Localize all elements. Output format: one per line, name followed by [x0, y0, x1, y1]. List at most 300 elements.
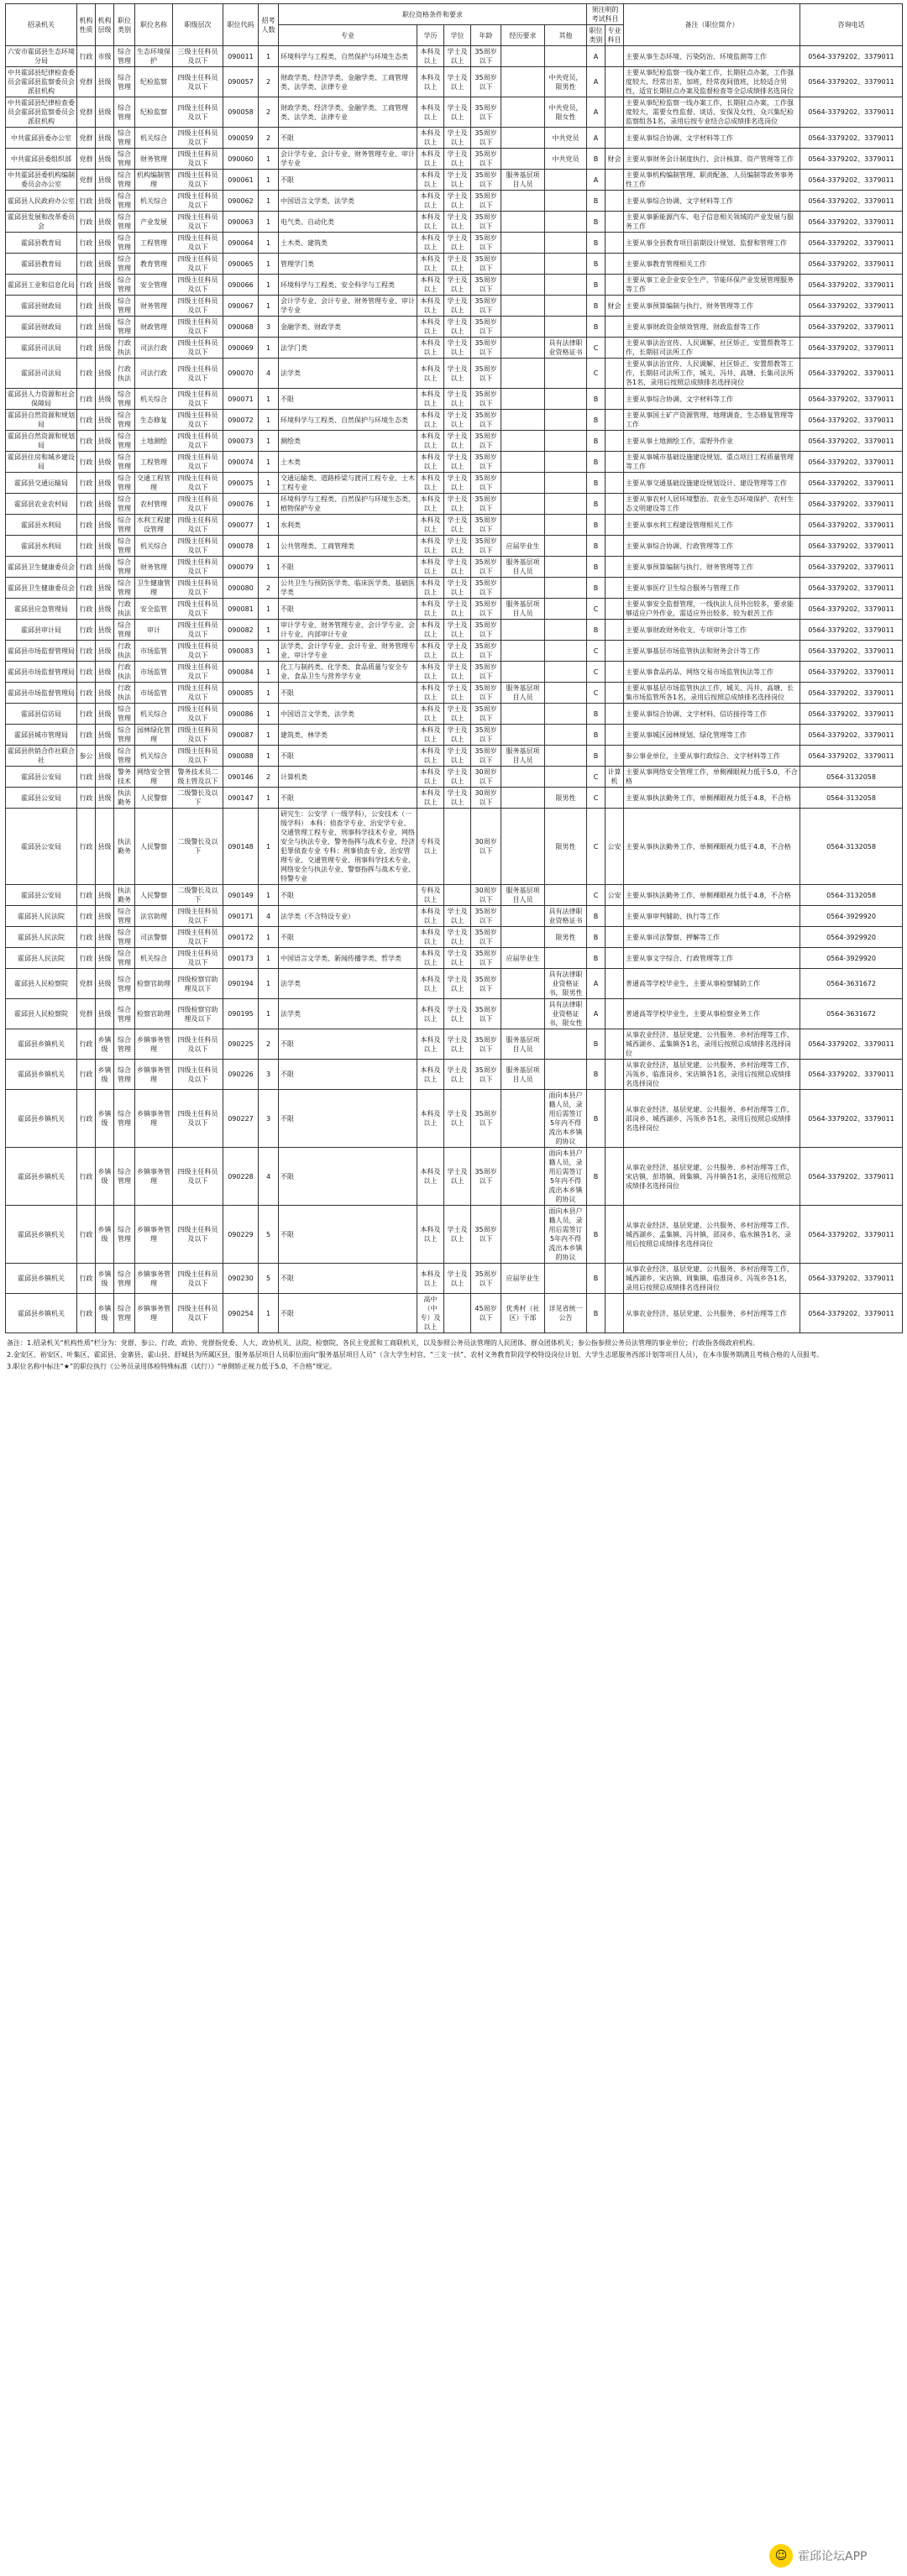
table-cell: [606, 389, 624, 410]
table-cell: 霍邱县应急管理局: [6, 599, 77, 620]
table-cell: 0564-3379202、3379011: [800, 46, 903, 67]
table-cell: 不限: [279, 683, 417, 704]
table-cell: 0564-3929920: [800, 948, 903, 969]
table-cell: 机关综合: [135, 536, 173, 557]
table-cell: 限男性: [545, 927, 587, 948]
table-cell: [501, 452, 545, 473]
table-cell: 参公: [77, 746, 96, 767]
table-cell: 机关综合: [135, 128, 173, 149]
table-row: [6, 389, 903, 410]
table-cell: A: [587, 128, 606, 149]
table-cell: [501, 906, 545, 927]
table-cell: 警务技术员二级主管及以下: [173, 767, 223, 788]
table-cell: [501, 233, 545, 254]
table-cell: 服务基层项目人员: [501, 170, 545, 191]
table-cell: 30周岁以下: [471, 885, 501, 906]
table-row: [6, 191, 903, 212]
table-cell: 0564-3132058: [800, 788, 903, 809]
table-cell: [444, 1294, 471, 1333]
table-cell: 1: [259, 473, 279, 494]
table-row: [6, 494, 903, 515]
table-cell: 纪检监察: [135, 67, 173, 97]
table-cell: 0564-3379202、3379011: [800, 1148, 903, 1206]
header-level: 机构层级: [96, 4, 114, 46]
table-cell: 面向本县户籍人员，录用后需签订5年内不得流出本乡镇的协议: [545, 1148, 587, 1206]
table-cell: 综合管理: [114, 1029, 135, 1060]
table-cell: 090226: [223, 1060, 259, 1090]
table-cell: 乡镇事务管理: [135, 1148, 173, 1206]
table-cell: 主要从事司法警察、押解等工作: [624, 927, 800, 948]
table-cell: [501, 999, 545, 1029]
table-cell: 35周岁以下: [471, 557, 501, 578]
table-cell: [545, 389, 587, 410]
table-cell: 0564-3379202、3379011: [800, 389, 903, 410]
table-cell: [501, 389, 545, 410]
table-cell: 从事农业经济、基层党建、公共服务、乡村治理等工作，城西湖乡、孟集镇、冯井镇、邵岗乡、临水镇各1名，录用后按照总成绩排名选择岗位: [624, 1206, 800, 1264]
table-cell: 执法勤务: [114, 788, 135, 809]
table-cell: 学士及以上: [444, 254, 471, 275]
table-cell: 090070: [223, 359, 259, 389]
table-cell: [606, 452, 624, 473]
table-cell: 主要从事执法勤务工作，单侧裸眼视力低于4.8，不合格: [624, 885, 800, 906]
table-cell: 县级: [96, 452, 114, 473]
table-cell: 行政: [77, 1060, 96, 1090]
table-cell: 35周岁以下: [471, 254, 501, 275]
table-cell: 综合管理: [114, 97, 135, 128]
table-cell: [545, 494, 587, 515]
table-cell: 县级: [96, 999, 114, 1029]
table-cell: 行政: [77, 767, 96, 788]
table-cell: 3: [259, 1060, 279, 1090]
table-cell: 090073: [223, 431, 259, 452]
table-body: [6, 46, 903, 1333]
table-cell: 县级: [96, 704, 114, 725]
table-cell: [606, 254, 624, 275]
table-cell: 面向本县户籍人员，录用后需签订5年内不得流出本乡镇的协议: [545, 1206, 587, 1264]
table-cell: 霍邱县乡镇机关: [6, 1090, 77, 1148]
table-cell: 县级: [96, 788, 114, 809]
table-cell: 工程管理: [135, 452, 173, 473]
table-cell: [545, 620, 587, 641]
table-cell: 县级: [96, 536, 114, 557]
table-cell: 县级: [96, 149, 114, 170]
table-cell: 本科及以上: [417, 338, 444, 359]
table-cell: B: [587, 191, 606, 212]
table-cell: [606, 97, 624, 128]
table-cell: 四级检察官助理及以下: [173, 999, 223, 1029]
table-cell: 霍邱县交通运输局: [6, 473, 77, 494]
table-cell: 霍邱县教育局: [6, 233, 77, 254]
table-cell: 县级: [96, 641, 114, 662]
table-cell: 综合管理: [114, 170, 135, 191]
table-cell: 4: [259, 1148, 279, 1206]
header-code: 职位代码: [223, 4, 259, 46]
table-row: [6, 578, 903, 599]
table-cell: 090171: [223, 906, 259, 927]
table-cell: 机关综合: [135, 704, 173, 725]
table-cell: 35周岁以下: [471, 906, 501, 927]
table-cell: [501, 809, 545, 885]
table-cell: B: [587, 317, 606, 338]
table-cell: B: [587, 725, 606, 746]
header-unit: 招录机关: [6, 4, 77, 46]
table-cell: 县级: [96, 927, 114, 948]
table-cell: 霍邱县教育局: [6, 254, 77, 275]
table-cell: 主要从事全县教育项目前期设计规划、监督和管理工作: [624, 233, 800, 254]
table-cell: [545, 254, 587, 275]
table-cell: 乡镇级: [96, 1090, 114, 1148]
table-row: [6, 767, 903, 788]
table-cell: B: [587, 1060, 606, 1090]
table-cell: 四级主任科员及以下: [173, 599, 223, 620]
table-cell: 乡镇事务管理: [135, 1206, 173, 1264]
table-cell: 090076: [223, 494, 259, 515]
table-cell: 35周岁以下: [471, 233, 501, 254]
table-cell: [545, 233, 587, 254]
table-cell: 霍邱县公安局: [6, 767, 77, 788]
table-cell: [545, 515, 587, 536]
table-cell: [545, 275, 587, 296]
table-cell: 090148: [223, 809, 259, 885]
table-cell: 本科及以上: [417, 233, 444, 254]
table-cell: [545, 948, 587, 969]
table-cell: 090147: [223, 788, 259, 809]
header-count: 招考人数: [259, 4, 279, 46]
table-row: [6, 641, 903, 662]
table-cell: [501, 515, 545, 536]
table-cell: 综合管理: [114, 1060, 135, 1090]
table-row: [6, 1264, 903, 1294]
table-cell: 0564-3379202、3379011: [800, 296, 903, 317]
table-cell: 090074: [223, 452, 259, 473]
header-post-name: 职位名称: [135, 4, 173, 46]
table-cell: 行政: [77, 662, 96, 683]
table-cell: 0564-3379202、3379011: [800, 662, 903, 683]
table-cell: B: [587, 452, 606, 473]
table-cell: [501, 431, 545, 452]
table-cell: 普通高等学校毕业生，主要从事检察辅助工作: [624, 969, 800, 999]
table-cell: [606, 536, 624, 557]
table-cell: B: [587, 149, 606, 170]
table-cell: 财务管理: [135, 296, 173, 317]
table-row: [6, 67, 903, 97]
table-cell: 35周岁以下: [471, 1264, 501, 1294]
table-row: [6, 662, 903, 683]
table-cell: C: [587, 599, 606, 620]
table-cell: 主要从事综合协调、行政管理等工作: [624, 536, 800, 557]
table-cell: [606, 212, 624, 233]
table-cell: 中共党员: [545, 149, 587, 170]
table-cell: 四级主任科员及以下: [173, 746, 223, 767]
table-cell: 学士及以上: [444, 296, 471, 317]
table-cell: 不限: [279, 788, 417, 809]
table-cell: 行政: [77, 494, 96, 515]
table-cell: 产业发展: [135, 212, 173, 233]
table-cell: 四级主任科员及以下: [173, 683, 223, 704]
table-cell: 县级: [96, 275, 114, 296]
table-cell: 工程管理: [135, 233, 173, 254]
table-cell: 35周岁以下: [471, 948, 501, 969]
table-cell: 行政: [77, 359, 96, 389]
table-cell: [501, 641, 545, 662]
table-cell: 35周岁以下: [471, 275, 501, 296]
table-cell: 县级: [96, 620, 114, 641]
table-cell: 综合管理: [114, 1294, 135, 1333]
table-cell: B: [587, 410, 606, 431]
table-cell: [501, 46, 545, 67]
table-cell: 县级: [96, 906, 114, 927]
table-cell: 学士及以上: [444, 557, 471, 578]
table-cell: 090229: [223, 1206, 259, 1264]
table-cell: B: [587, 927, 606, 948]
table-cell: 3: [259, 317, 279, 338]
table-cell: 霍邱县乡镇机关: [6, 1294, 77, 1333]
table-cell: 090011: [223, 46, 259, 67]
table-cell: 1: [259, 620, 279, 641]
table-cell: 0564-3379202、3379011: [800, 191, 903, 212]
table-cell: 主要从事执法勤务工作，单侧裸眼视力低于4.8，不合格: [624, 809, 800, 885]
table-cell: 行政: [77, 683, 96, 704]
table-cell: 本科及以上: [417, 906, 444, 927]
table-cell: 主要从事财政财务收支、专项审计等工作: [624, 620, 800, 641]
table-cell: 35周岁以下: [471, 296, 501, 317]
table-cell: [501, 275, 545, 296]
table-cell: 1: [259, 233, 279, 254]
table-cell: 学士及以上: [444, 359, 471, 389]
table-cell: 0564-3379202、3379011: [800, 473, 903, 494]
table-cell: [501, 620, 545, 641]
table-cell: 四级主任科员及以下: [173, 233, 223, 254]
table-cell: 环境科学与工程类、自然保护与环境生态类: [279, 46, 417, 67]
table-cell: 霍邱县乡镇机关: [6, 1148, 77, 1206]
table-cell: 六安市霍邱县生态环境分局: [6, 46, 77, 67]
table-row: [6, 515, 903, 536]
table-cell: 35周岁以下: [471, 46, 501, 67]
table-cell: 四级主任科员及以下: [173, 948, 223, 969]
table-cell: C: [587, 359, 606, 389]
table-cell: [501, 662, 545, 683]
table-cell: 行政: [77, 1206, 96, 1264]
table-cell: 乡镇事务管理: [135, 1264, 173, 1294]
table-cell: 二级警长及以下: [173, 788, 223, 809]
table-cell: 学士及以上: [444, 1060, 471, 1090]
table-cell: 0564-3379202、3379011: [800, 149, 903, 170]
table-cell: 县级: [96, 67, 114, 97]
table-cell: 35周岁以下: [471, 927, 501, 948]
table-cell: [545, 46, 587, 67]
table-cell: [545, 1029, 587, 1060]
table-cell: 主要从事生态环境、污染防治、环境监测等工作: [624, 46, 800, 67]
table-cell: 县级: [96, 170, 114, 191]
table-cell: 霍邱县住房和城乡建设局: [6, 452, 77, 473]
table-cell: 1: [259, 212, 279, 233]
table-cell: 机关综合: [135, 191, 173, 212]
table-cell: 35周岁以下: [471, 536, 501, 557]
table-cell: B: [587, 536, 606, 557]
table-cell: 不限: [279, 1090, 417, 1148]
table-cell: 学士及以上: [444, 1029, 471, 1060]
table-cell: 1: [259, 431, 279, 452]
header-age: 年龄: [471, 25, 501, 46]
table-cell: B: [587, 212, 606, 233]
table-cell: 090077: [223, 515, 259, 536]
table-cell: 本科及以上: [417, 191, 444, 212]
table-cell: 学士及以上: [444, 275, 471, 296]
table-cell: 090230: [223, 1264, 259, 1294]
table-cell: 学士及以上: [444, 233, 471, 254]
smile-face-icon: ☺: [769, 2544, 793, 2568]
table-cell: [545, 359, 587, 389]
table-cell: 5: [259, 1264, 279, 1294]
table-cell: 行政: [77, 515, 96, 536]
table-cell: 市级: [96, 46, 114, 67]
table-cell: 行政: [77, 254, 96, 275]
table-cell: 应届毕业生: [501, 536, 545, 557]
table-cell: 本科及以上: [417, 149, 444, 170]
table-cell: [606, 1148, 624, 1206]
recruitment-table-page: [5, 3, 902, 2563]
table-cell: 检察官助理: [135, 999, 173, 1029]
table-cell: [545, 452, 587, 473]
table-cell: 本科及以上: [417, 359, 444, 389]
table-cell: B: [587, 389, 606, 410]
table-cell: 四级主任科员及以下: [173, 536, 223, 557]
table-cell: 35周岁以下: [471, 662, 501, 683]
table-cell: 参公事业单位，主要从事行政综合、文字材料等工作: [624, 746, 800, 767]
table-cell: 090085: [223, 683, 259, 704]
table-row: [6, 275, 903, 296]
table-cell: 45周岁以下: [471, 1294, 501, 1333]
table-cell: [606, 191, 624, 212]
table-cell: 县级: [96, 473, 114, 494]
table-cell: 35周岁以下: [471, 191, 501, 212]
table-cell: [501, 149, 545, 170]
table-cell: [501, 1148, 545, 1206]
table-cell: 行政: [77, 536, 96, 557]
table-cell: [606, 578, 624, 599]
table-cell: 不限: [279, 927, 417, 948]
table-cell: 行政: [77, 1294, 96, 1333]
table-cell: 主要从事交通基础设施建设规划设计、建设管理等工作: [624, 473, 800, 494]
header-conditions: 职位资格条件和要求: [279, 4, 587, 25]
table-cell: 主要从事预算编制与执行、财务管理等工作: [624, 557, 800, 578]
table-cell: 四级主任科员及以下: [173, 1029, 223, 1060]
table-cell: 本科及以上: [417, 389, 444, 410]
table-cell: 专科及以上: [417, 809, 444, 885]
table-row: [6, 999, 903, 1029]
table-cell: 四级主任科员及以下: [173, 515, 223, 536]
table-cell: 从事农业经济、基层党建、公共服务、乡村治理等工作，邵岗乡、城西湖乡、冯瓴乡各1名，录用后按照总成绩排名选择岗位: [624, 1090, 800, 1148]
table-cell: 0564-3379202、3379011: [800, 67, 903, 97]
table-cell: 1: [259, 452, 279, 473]
table-cell: 行政: [77, 809, 96, 885]
table-cell: 主要从事农村人居环境整治、农业生态环境保护、农村生态文明建设等工作: [624, 494, 800, 515]
table-cell: 090083: [223, 641, 259, 662]
table-cell: [501, 410, 545, 431]
table-cell: C: [587, 767, 606, 788]
table-cell: 0564-3379202、3379011: [800, 578, 903, 599]
table-cell: A: [587, 97, 606, 128]
table-cell: C: [587, 662, 606, 683]
header-remark: 备注（职位简介）: [624, 4, 800, 46]
table-cell: 行政: [77, 620, 96, 641]
table-cell: 四级主任科员及以下: [173, 1294, 223, 1333]
table-cell: [501, 767, 545, 788]
table-cell: 本科及以上: [417, 431, 444, 452]
header-category: 职位类别: [114, 4, 135, 46]
table-cell: 35周岁以下: [471, 67, 501, 97]
table-row: [6, 1029, 903, 1060]
table-cell: 学士及以上: [444, 662, 471, 683]
table-cell: 综合管理: [114, 67, 135, 97]
header-other: 其他: [545, 25, 587, 46]
table-cell: C: [587, 788, 606, 809]
table-cell: 乡镇级: [96, 1029, 114, 1060]
table-cell: 具有法律职业资格证书: [545, 906, 587, 927]
table-cell: 四级主任科员及以下: [173, 578, 223, 599]
table-cell: [606, 1264, 624, 1294]
table-cell: 学士及以上: [444, 431, 471, 452]
table-cell: [545, 1264, 587, 1294]
table-cell: 县级: [96, 662, 114, 683]
table-cell: [606, 431, 624, 452]
table-row: [6, 725, 903, 746]
table-cell: 行政: [77, 1264, 96, 1294]
table-cell: 主要从事综合协调、文字材料等工作: [624, 191, 800, 212]
table-cell: 1: [259, 191, 279, 212]
table-cell: 机关综合: [135, 746, 173, 767]
table-cell: 综合管理: [114, 725, 135, 746]
table-cell: 行政执法: [114, 641, 135, 662]
table-cell: 行政: [77, 212, 96, 233]
table-cell: 霍邱县工业和信息化局: [6, 275, 77, 296]
table-cell: [545, 767, 587, 788]
table-cell: 县级: [96, 254, 114, 275]
table-cell: 综合管理: [114, 1148, 135, 1206]
table-cell: 霍邱县卫生健康委员会: [6, 557, 77, 578]
table-cell: [501, 927, 545, 948]
table-cell: 0564-3379202、3379011: [800, 683, 903, 704]
table-cell: 090068: [223, 317, 259, 338]
header-major: 专业: [279, 25, 417, 46]
table-cell: 0564-3929920: [800, 906, 903, 927]
table-cell: C: [587, 338, 606, 359]
watermark-text: 霍邱论坛APP: [798, 2550, 868, 2563]
table-cell: 本科及以上: [417, 704, 444, 725]
table-cell: B: [587, 233, 606, 254]
table-cell: 教育管理: [135, 254, 173, 275]
table-cell: 本科及以上: [417, 662, 444, 683]
table-cell: 党群: [77, 128, 96, 149]
table-cell: 四级主任科员及以下: [173, 317, 223, 338]
header-education: 学历: [417, 25, 444, 46]
table-cell: [606, 662, 624, 683]
table-cell: 主要从事文字综合、行政管理等工作: [624, 948, 800, 969]
table-cell: 霍邱县人民政府办公室: [6, 191, 77, 212]
table-cell: 公安: [606, 809, 624, 885]
table-cell: 1: [259, 746, 279, 767]
table-cell: 不限: [279, 1264, 417, 1294]
table-cell: 水利工程建设管理: [135, 515, 173, 536]
table-cell: 从事农业经济、基层党建、公共服务、乡村治理等工作，城西湖乡、孟集镇各1名，录用后按照总成绩排名选择岗位: [624, 1029, 800, 1060]
table-cell: 限男性: [545, 809, 587, 885]
table-cell: 35周岁以下: [471, 725, 501, 746]
table-cell: 0564-3379202、3379011: [800, 1264, 903, 1294]
table-cell: C: [587, 683, 606, 704]
table-cell: 综合管理: [114, 233, 135, 254]
table-cell: 学士及以上: [444, 212, 471, 233]
table-cell: 学士及以上: [444, 969, 471, 999]
